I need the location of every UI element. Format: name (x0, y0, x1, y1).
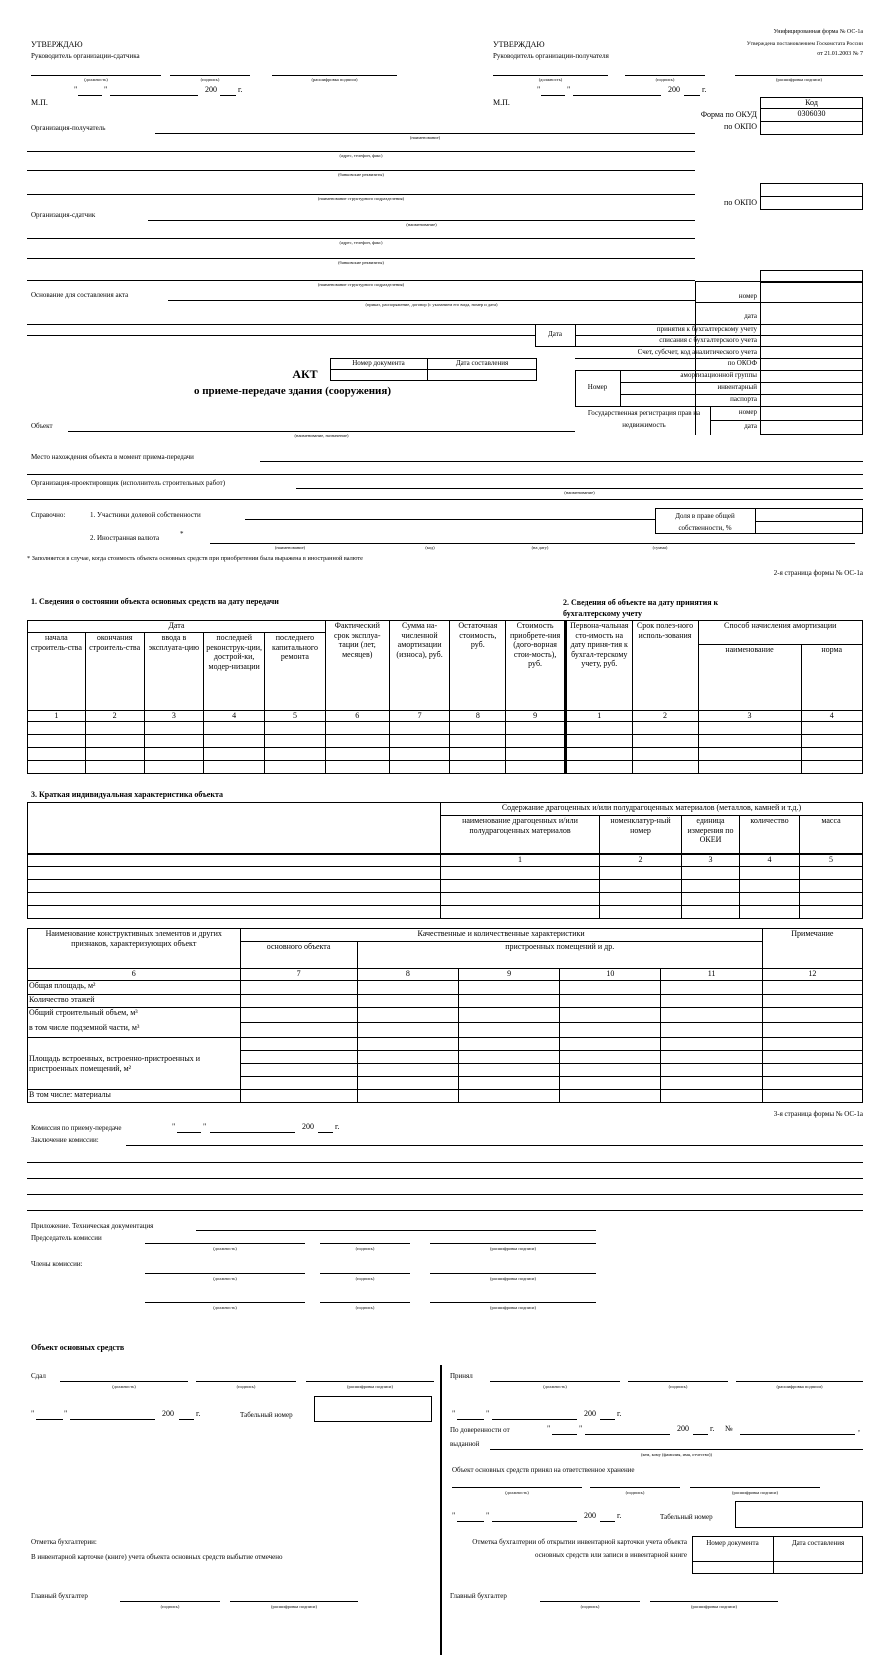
s1-num: 3 (144, 711, 204, 722)
line (760, 121, 863, 122)
reg-number-label: номер (738, 408, 757, 416)
tab-num2-box[interactable] (735, 1501, 863, 1528)
issued-label: выданной (450, 1440, 480, 1448)
acc-mark2-label: Отметка бухгалтерии об открытии инвентарной карточки учета объекта основных средств или записи в инвентарной книге (472, 1538, 687, 1559)
line (31, 75, 161, 76)
date-quote: " (547, 1424, 551, 1433)
chief2-label: Главный бухгалтер (450, 1592, 507, 1600)
line (692, 1561, 863, 1562)
line (755, 521, 863, 522)
line (620, 370, 621, 406)
s2-amort-name: наименование (698, 645, 801, 711)
line (170, 75, 250, 76)
line (535, 346, 863, 347)
line (27, 258, 695, 259)
cap-decoding: (расшифровка подписи) (732, 1490, 778, 1495)
account-label: Счет, субсчет, код аналитического учета (637, 348, 757, 356)
conclusion-label: Заключение комиссии: (31, 1136, 99, 1144)
line (60, 1381, 188, 1382)
line (452, 1487, 582, 1488)
year: 200 (584, 1511, 596, 1520)
s2-num: 3 (698, 711, 801, 722)
line (230, 1601, 358, 1602)
date-quote: " (172, 1122, 176, 1131)
line (330, 369, 537, 370)
line (585, 1434, 670, 1435)
line (68, 431, 575, 432)
s4-row-label: в том числе подземной части, м³ (28, 1023, 241, 1038)
number-label: номер (738, 292, 757, 300)
s1-col4-head: последней реконструк-ции, дострой-ки, модер-низации (204, 633, 265, 711)
year: 200 (302, 1122, 314, 1131)
codes-column (760, 270, 863, 435)
section2-table (565, 620, 863, 774)
line (177, 1132, 201, 1133)
line (736, 1381, 863, 1382)
line (773, 1536, 774, 1574)
line (760, 281, 863, 283)
line (457, 1419, 484, 1420)
line (573, 95, 661, 96)
s2-num: 4 (801, 711, 863, 722)
tab-num-box[interactable] (314, 1396, 432, 1422)
line (196, 1381, 296, 1382)
line (493, 75, 608, 76)
acc-doc-num: Номер документа (706, 1539, 759, 1547)
act-title: АКТ (292, 367, 318, 381)
line (695, 302, 863, 303)
line (78, 95, 102, 96)
year-suffix: г. (617, 1511, 622, 1520)
approve-right-title: УТВЕРЖДАЮ (493, 40, 545, 49)
tab-num-label: Табельный номер (240, 1411, 293, 1419)
approve-left-title: УТВЕРЖДАЮ (31, 40, 83, 49)
line (735, 75, 863, 76)
line (430, 1243, 596, 1244)
s3-col2-head: номенклатур-ный номер (600, 816, 682, 854)
line (490, 1449, 863, 1450)
passport-label: паспорта (730, 395, 757, 403)
s4-num: 7 (240, 969, 357, 981)
s1-num: 9 (506, 711, 565, 722)
line (155, 133, 695, 134)
share-label: Доля в праве общей собственности, % (675, 512, 735, 532)
proxy-num-label: № (725, 1424, 733, 1433)
date-quote: " (64, 1409, 68, 1418)
cap-decoding: (расшифровка подписи) (490, 1246, 536, 1251)
line (120, 1601, 220, 1602)
line (27, 280, 695, 281)
s2-num: 1 (566, 711, 632, 722)
line (70, 1419, 155, 1420)
s1-num: 2 (85, 711, 144, 722)
stamp-place: М.П. (31, 98, 48, 107)
section1-table (27, 620, 565, 774)
form-note-2: Утверждена постановлением Госкомстата России (746, 41, 863, 47)
acc-mark-label: Отметка бухгалтерии: (31, 1538, 97, 1546)
s1-col3-head: ввода в эксплуата-цию (144, 633, 204, 711)
storage-label: Объект основных средств принял на ответственное хранение (452, 1466, 635, 1474)
s1-num: 8 (450, 711, 506, 722)
s2-col1-head: Первона-чальная сто-имость на дату приня-тия к бухгал-терскому учету, руб. (566, 621, 632, 711)
okud-label: Форма по ОКУД (700, 110, 757, 119)
footnote: * Заполняется в случае, когда стоимость объекта основных средств при приобретении была выражена в иностранной валюте (27, 555, 363, 562)
s1-col7-head: Сумма на-численной амортизации (износа), руб. (389, 621, 450, 711)
cap-rate: (на дату) (531, 545, 549, 550)
section4-table (27, 928, 863, 1103)
line (318, 1132, 333, 1133)
cap-signature: (подпись) (355, 1305, 375, 1310)
acc-text: В инвентарной карточке (книге) учета объекта основных средств выбытие отмечено (31, 1553, 283, 1561)
s4-row-label: Общая площадь, м² (28, 981, 241, 995)
line (760, 196, 863, 197)
s4-num: 10 (560, 969, 661, 981)
line (210, 1132, 295, 1133)
line (320, 1273, 410, 1274)
s4-row-label: Площадь встроенных, встроенно-пристроенных и пристроенных помещений, м² (28, 1038, 241, 1090)
tab-num2-label: Табельный номер (660, 1513, 713, 1521)
date-label: дата (744, 312, 757, 320)
line (541, 95, 565, 96)
s3-num: 2 (600, 854, 682, 867)
proxy-label: По доверенности от (450, 1426, 510, 1434)
line (492, 1521, 577, 1522)
date-quote: " (452, 1511, 456, 1520)
currency-star: * (180, 530, 184, 538)
cap-code: (код) (425, 545, 435, 550)
okpo2-label: по ОКПО (724, 198, 757, 207)
org-receiver-label: Организация-получатель (31, 124, 106, 132)
year: 200 (584, 1409, 596, 1418)
line (27, 151, 695, 152)
form-note-3: от 21.01.2003 № 7 (817, 51, 863, 57)
reference-label: Справочно: (31, 511, 66, 519)
cap-position: (должность) (505, 1490, 529, 1495)
cap-whom: (кем, кому (фамилия, имя, отчество)) (640, 1452, 713, 1457)
stamp-place: М.П. (493, 98, 510, 107)
cap-position: (должность) (543, 1384, 567, 1389)
currency-label: 2. Иностранная валюта (90, 534, 160, 542)
cap-decoding: (расшифровка подписи) (271, 1604, 317, 1609)
line (740, 1434, 855, 1435)
year: 200 (162, 1409, 174, 1418)
participants-label: 1. Участники долевой собственности (90, 511, 201, 519)
cap-decoding: (расшифровка подписи) (490, 1276, 536, 1281)
line (27, 1194, 863, 1195)
object-label: Объект (31, 422, 53, 430)
s3-col4-head: количество (740, 816, 800, 854)
line (27, 170, 695, 171)
acc-doc-date: Дата составления (791, 1539, 845, 1547)
members-label: Члены комиссии: (31, 1260, 83, 1268)
section2-title: 2. Сведения об объекте на дату принятия к бухгалтерскому учету (563, 598, 719, 618)
cap-name: (наименование) (406, 222, 437, 227)
cap-signature: (подпись) (355, 1276, 375, 1281)
section3-title: 3. Краткая индивидуальная характеристика объекта (31, 790, 223, 799)
s2-num: 2 (632, 711, 698, 722)
amort-group-label: амортизационной группы (680, 371, 757, 379)
cap-position: (должность) (213, 1276, 237, 1281)
cap-signature: (подпись) (160, 1604, 180, 1609)
cap-object: (наименование, назначение) (294, 433, 349, 438)
s3-num: 4 (740, 854, 800, 867)
line (457, 1521, 484, 1522)
year: 200 (205, 85, 217, 94)
line (296, 488, 863, 489)
line (600, 1521, 615, 1522)
cap-decoding: (расшифровка подписи) (691, 1604, 737, 1609)
reg-date-label: дата (744, 422, 757, 430)
state-reg-label: Государственная регистрация прав на недвижимость (587, 409, 701, 429)
cap-decoding: (расшифровка подписи) (490, 1305, 536, 1310)
s4-num: 8 (357, 969, 458, 981)
s4-num: 12 (762, 969, 862, 981)
s1-date-head: Дата (28, 621, 326, 633)
s1-num: 7 (389, 711, 450, 722)
cap-signature: (подпись) (355, 1246, 375, 1251)
s1-num: 1 (28, 711, 86, 722)
line (650, 1601, 778, 1602)
line (145, 1243, 305, 1244)
s4-main-obj: основного объекта (240, 942, 357, 969)
s3-col5-head: масса (800, 816, 863, 854)
act-subtitle: о приеме-передаче здания (сооружения) (193, 385, 392, 397)
s1-col8-head: Остаточная стоимость, руб. (450, 621, 506, 711)
cap-signature: (подпись) (200, 77, 220, 82)
s1-col1-head: начала строитель-ства (28, 633, 86, 711)
form-note-1: Унифицированная форма № ОС-1а (773, 29, 863, 35)
line (540, 1601, 640, 1602)
designer-label: Организация-проектировщик (исполнитель строительных работ) (31, 479, 226, 487)
line (628, 1381, 728, 1382)
line (272, 75, 397, 76)
date-quote: " (486, 1409, 490, 1418)
cap-decoding: (расшифровка подписи) (347, 1384, 393, 1389)
accept-label: принятия к бухгалтерскому учету (656, 325, 757, 333)
s3-col3-head: единица измерения по ОКЕИ (682, 816, 740, 854)
s4-row-label: Общий строительный объем, м³ (28, 1008, 241, 1023)
line (27, 1210, 863, 1211)
s3-num: 3 (682, 854, 740, 867)
line (168, 300, 695, 301)
place-label: Место нахождения объекта в момент приема-передачи (31, 453, 194, 461)
cap-unit: (наименование структурного подразделения) (317, 282, 405, 287)
year-suffix: г. (617, 1409, 622, 1418)
cap-position: (должность) (213, 1246, 237, 1251)
cap-name: (наименование) (409, 135, 441, 140)
okpo-label: по ОКПО (724, 122, 757, 131)
line (590, 1487, 680, 1488)
cap-position: (должность) (84, 77, 108, 82)
s4-note-head: Примечание (762, 929, 862, 969)
chief-label: Главный бухгалтер (31, 1592, 88, 1600)
section3-table (27, 802, 863, 919)
s3-col1-head: наименование драгоценных и/или полудрагоценных материалов (441, 816, 600, 854)
s4-attached: пристроенных помещений и др. (357, 942, 762, 969)
cap-signature: (подпись) (236, 1384, 256, 1389)
date-quote: " (486, 1511, 490, 1520)
writeoff-label: списания с бухгалтерского учета (659, 336, 757, 344)
cap-position: (должность) (213, 1305, 237, 1310)
s1-num: 5 (265, 711, 326, 722)
line (492, 1419, 577, 1420)
s4-num: 11 (661, 969, 762, 981)
line (430, 1302, 596, 1303)
s4-row-label: Количество этажей (28, 995, 241, 1008)
year-suffix: г. (238, 85, 243, 94)
basis-label: Основание для составления акта (31, 291, 129, 299)
cap-position: (должность) (538, 77, 563, 82)
date-quote: " (579, 1424, 583, 1433)
line (27, 324, 535, 325)
section1-title: 1. Сведения о состоянии объекта основных средств на дату передачи (31, 597, 279, 606)
date-quote: " (567, 85, 571, 94)
cap-signature: (подпись) (625, 1490, 645, 1495)
okof-label: по ОКОФ (727, 359, 757, 367)
s2-amort-norm: норма (801, 645, 863, 711)
accepted-label: Принял (450, 1372, 473, 1380)
chair-label: Председатель комиссии (31, 1234, 102, 1242)
page3-label: 3-я страница формы № ОС-1а (773, 1110, 863, 1118)
line (196, 1230, 596, 1231)
line (27, 1162, 863, 1163)
s4-row-label: В том числе: материалы (28, 1090, 241, 1103)
page2-label: 2-я страница формы № ОС-1а (773, 569, 863, 577)
cap-bank: (банковские реквизиты) (338, 172, 384, 177)
year-suffix: г. (335, 1122, 340, 1131)
line (126, 1145, 863, 1146)
date-quote: " (31, 1409, 35, 1418)
s1-col9-head: Стоимость приобрете-ния (дого-ворная стои-мость), руб. (506, 621, 565, 711)
line (145, 1302, 305, 1303)
s3-precious-head: Содержание драгоценных и/или полудрагоценных материалов (металлов, камней и т.д.) (441, 803, 863, 816)
line (145, 1273, 305, 1274)
cap-address: (адрес, телефон, факс) (339, 153, 383, 158)
line (260, 461, 863, 462)
line (110, 95, 198, 96)
date-side-label: Дата (548, 330, 562, 338)
date-quote: " (537, 85, 541, 94)
cap-decoding: (расшифровка подписи) (776, 77, 822, 82)
line (695, 281, 760, 282)
attachment-label: Приложение. Техническая документация (31, 1222, 154, 1230)
line (27, 335, 535, 336)
date-quote: " (203, 1122, 207, 1131)
line (693, 1434, 708, 1435)
line (179, 1419, 194, 1420)
cap-signature: (подпись) (580, 1604, 600, 1609)
bottom-title: Объект основных средств (31, 1343, 125, 1352)
line (600, 1419, 615, 1420)
cap-position: (должность) (112, 1384, 136, 1389)
cap-name: (наименование) (564, 490, 595, 495)
line (710, 420, 863, 421)
s4-name-head: Наименование конструктивных элементов и других признаков, характеризующих объект (28, 929, 241, 969)
line (575, 324, 576, 346)
cap-unit: (наименование структурного подразделения) (317, 196, 405, 201)
s1-col5-head: последнего капитального ремонта (265, 633, 326, 711)
approve-right-sub: Руководитель организации-получателя (493, 52, 609, 60)
line (320, 1243, 410, 1244)
cap-signature: (подпись) (668, 1384, 688, 1389)
line (245, 519, 655, 520)
cap-decoding: (расшифровка подписи) (776, 1384, 823, 1389)
cap-address: (адрес, телефон, факс) (339, 240, 383, 245)
s1-num: 4 (204, 711, 265, 722)
year: 200 (668, 85, 680, 94)
act-doc-num-label: Номер документа (352, 359, 405, 367)
s2-col2-head: Срок полез-ного исполь-зования (632, 621, 698, 711)
date-quote: " (452, 1409, 456, 1418)
s4-num: 9 (459, 969, 560, 981)
year-suffix: г. (702, 85, 707, 94)
line (220, 95, 236, 96)
s4-qual-head: Качественные и количественные характеристики (240, 929, 762, 942)
line (552, 1434, 577, 1435)
line (684, 95, 700, 96)
cap-name2: (наименование) (274, 545, 306, 550)
cap-decoding: (расшифровка подписи) (311, 77, 358, 82)
s2-amort-head: Способ начисления амортизации (698, 621, 863, 645)
line (27, 1178, 863, 1179)
date-quote: " (104, 85, 108, 94)
act-doc-date-label: Дата составления (455, 359, 509, 367)
s1-col6-head: Фактический срок эксплуа-тации (лет, месяцев) (325, 621, 389, 711)
s4-num: 6 (28, 969, 241, 981)
approve-left-sub: Руководитель организации-сдатчика (31, 52, 140, 60)
s1-col2-head: окончания строитель-ства (85, 633, 144, 711)
s3-num: 5 (800, 854, 863, 867)
line (27, 238, 695, 239)
line (27, 499, 863, 500)
cap-bank: (банковские реквизиты) (338, 260, 384, 265)
handed-label: Сдал (31, 1372, 46, 1380)
year-suffix: г. (710, 1424, 715, 1433)
line (36, 1419, 63, 1420)
inventory-label: инвентарный (717, 383, 757, 391)
divider (440, 1365, 442, 1655)
line (490, 1381, 620, 1382)
okud-value: 0306030 (797, 109, 826, 118)
org-sender-label: Организация-сдатчик (31, 211, 96, 219)
year: 200 (677, 1424, 689, 1433)
year-suffix: г. (196, 1409, 201, 1418)
cap-sum: (сумма) (652, 545, 668, 550)
s3-num: 1 (441, 854, 600, 867)
date-quote: " (74, 85, 78, 94)
line (27, 474, 863, 475)
line (430, 1273, 596, 1274)
cap-signature: (подпись) (655, 77, 675, 82)
line (148, 220, 695, 221)
line (306, 1381, 434, 1382)
codes-header: Код (805, 98, 818, 107)
line (27, 194, 695, 195)
cap-basis: (приказ, распоряжение, договор (с указанием его вида, номер и дата) (365, 302, 498, 307)
commission-label: Комиссия по приему-передаче (31, 1124, 122, 1132)
number-side-label: Номер (587, 383, 608, 391)
line (210, 543, 855, 544)
line (320, 1302, 410, 1303)
line (625, 75, 705, 76)
line (690, 1487, 820, 1488)
s1-num: 6 (325, 711, 389, 722)
